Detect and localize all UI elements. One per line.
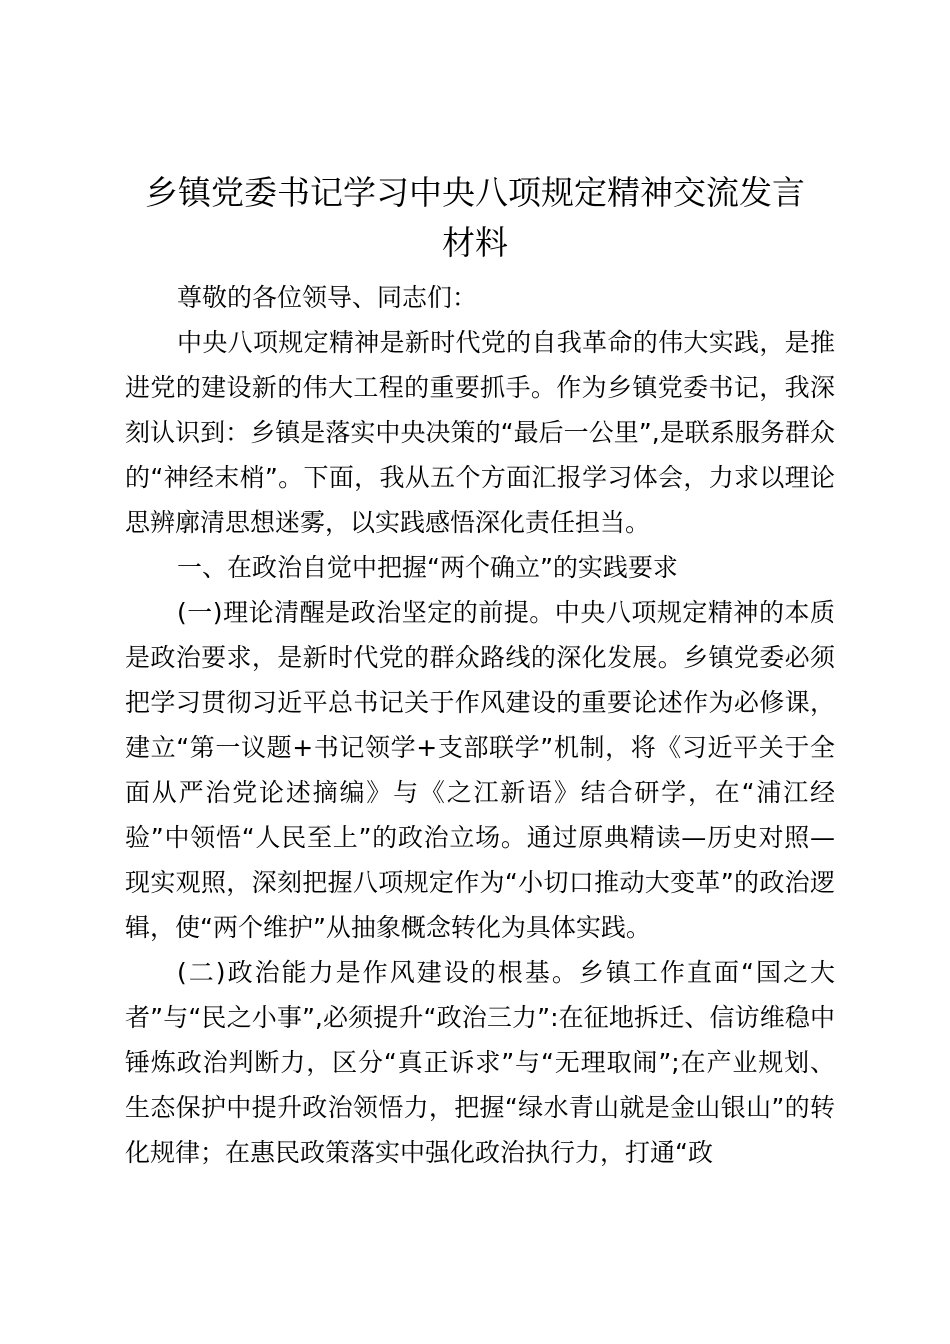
greeting: 尊敬的各位领导、同志们： — [177, 283, 478, 312]
document-title — [118, 168, 832, 268]
section-heading-1: 一、在政治自觉中把握“两个确立”的实践要求 — [177, 553, 678, 582]
paragraph-1-2: (二)政治能力是作风建设的根基。乡镇工作直面“国之大者”与“民之小事”,必须提升“政治三力”:在征地拆迁、信访维稳中锤炼政治判断力，区分“真正诉求”与“无理取闹”;在产业规划、生态保护中提升政治领悟力，把握“绿水青山就是金山银山”的转化规律；在惠民政策落实中强化政治执行力，打通“政 — [125, 958, 835, 1167]
document-body — [125, 275, 835, 1175]
paragraph-1-1: (一)理论清醒是政治坚定的前提。中央八项规定精神的本质是政治要求，是新时代党的群众路线的深化发展。乡镇党委必须把学习贯彻习近平总书记关于作风建设的重要论述作为必修课，建立“第一议题+书记领学+支部联学”机制，将《习近平关于全面从严治党论述摘编》与《之江新语》结合研学，在“浦江经验”中领悟“人民至上”的政治立场。通过原典精读—历史对照—现实观照，深刻把握八项规定作为“小切口推动大变革”的政治逻辑，使“两个维护”从抽象概念转化为具体实践。 — [125, 598, 835, 942]
title-line-1: 乡镇党委书记学习中央八项规定精神交流发言 — [145, 173, 805, 212]
title-line-2: 材料 — [442, 223, 508, 262]
paragraph-intro: 中央八项规定精神是新时代党的自我革命的伟大实践，是推进党的建设新的伟大工程的重要抓手。作为乡镇党委书记，我深刻认识到：乡镇是落实中央决策的“最后一公里”,是联系服务群众的“神经末梢”。下面，我从五个方面汇报学习体会，力求以理论思辨廓清思想迷雾，以实践感悟深化责任担当。 — [125, 328, 835, 537]
